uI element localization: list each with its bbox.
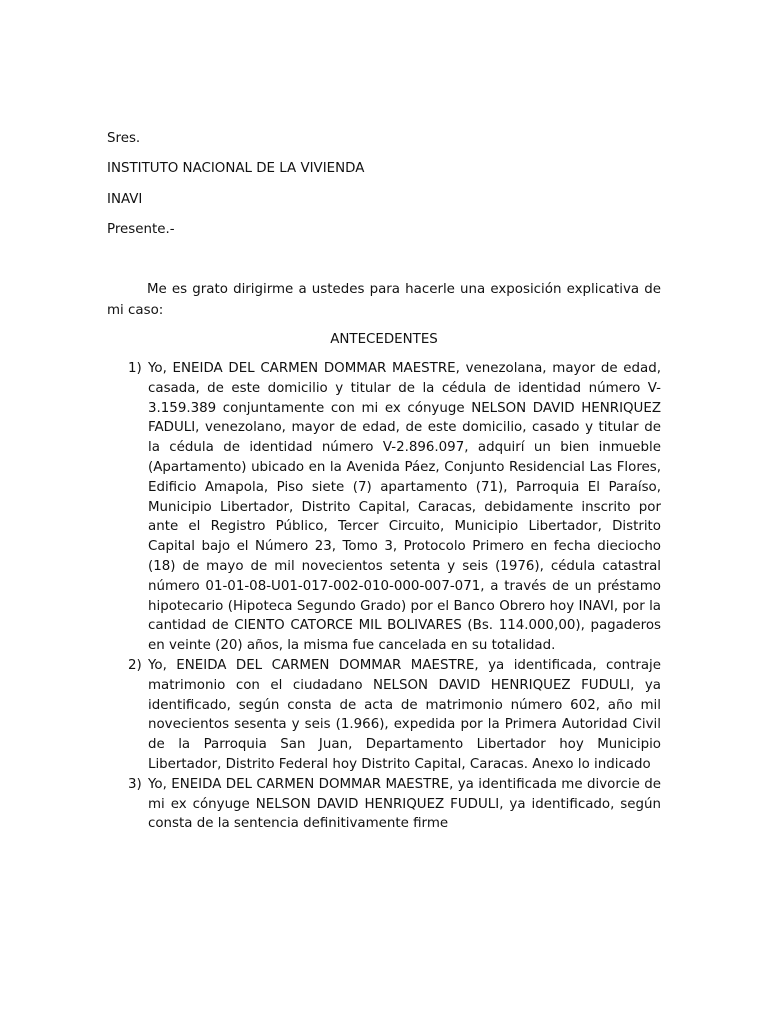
list-item <box>107 775 661 834</box>
item-number: 1) <box>128 361 142 376</box>
intro-text: Me es grato dirigirme a ustedes para hacerle una exposición explicativa de mi caso: <box>107 282 661 318</box>
item-number: 3) <box>128 776 142 792</box>
antecedentes-list <box>107 359 661 834</box>
section-title: ANTECEDENTES <box>330 332 438 347</box>
item-text: Yo, ENEIDA DEL CARMEN DOMMAR MAESTRE, ya identificada, contraje matrimonio con el ciudadano NELSON DAVID HENRIQUEZ FUDULI, ya identificado, según consta de acta de matrimonio número 602, año mil novecientos sesenta y seis (1.966), expedida por la Primera Autoridad Civil de la Parroquia San Juan, Departamento Libertador hoy Municipio Libertador, Distrito Federal hoy Distrito Capital, Caracas. Anexo lo indicado <box>148 657 661 772</box>
item-text: Yo, ENEIDA DEL CARMEN DOMMAR MAESTRE, venezolana, mayor de edad, casada, de este domicilio y titular de la cédula de identidad número V-3.159.389 conjuntamente con mi ex cónyuge NELSON DAVID HENRIQUEZ FADULI, venezolano, mayor de edad, de este domicilio, casado y titular de la cédula de identidad número V-2.896.097, adquirí un bien inmueble (Apartamento) ubicado en la Avenida Páez, Conjunto Residencial Las Flores, Edificio Amapola, Piso siete (7) apartamento (71), Parroquia El Paraíso, Municipio Libertador, Distrito Capital, Caracas, debidamente inscrito por ante el Registro Público, Tercer Circuito, Municipio Libertador, Distrito Capital bajo el Número 23, Tomo 3, Protocolo Primero en fecha dieciocho (18) de mayo de mil novecientos setenta y seis (1976), cédula catastral número 01-01-08-U01-017-002-010-000-007-071, a través de un préstamo hipotecario (Hipoteca Segundo Grado) por el Banco Obrero hoy INAVI, por la cantidad de CIENTO CATORCE MIL BOLIVARES (Bs. 114.000,00), pagaderos en veinte (20) años, la misma fue cancelada en su totalidad. <box>148 361 661 654</box>
item-text: Yo, ENEIDA DEL CARMEN DOMMAR MAESTRE, ya identificada me divorcie de mi ex cónyuge NELSON DAVID HENRIQUEZ FUDULI, ya identificado, según consta de la sentencia definitivamente firme <box>148 776 661 832</box>
list-item <box>107 359 661 656</box>
list-item <box>107 656 661 775</box>
recipient-institution: INSTITUTO NACIONAL DE LA VIVIENDA <box>107 161 365 176</box>
item-number: 2) <box>128 657 142 673</box>
intro-paragraph <box>107 279 661 321</box>
presente-line: Presente.- <box>107 222 175 237</box>
recipient-acronym: INAVI <box>107 192 143 207</box>
salutation: Sres. <box>107 131 141 146</box>
